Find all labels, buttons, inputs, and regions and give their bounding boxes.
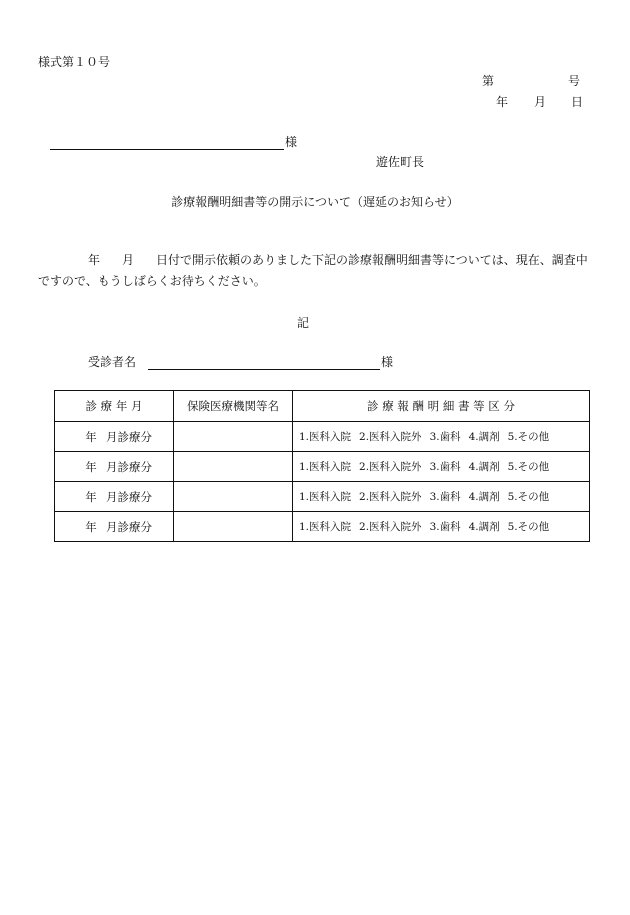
form-number: 様式第１０号 [38, 55, 111, 69]
institution-cell [174, 452, 293, 482]
category-option: 3.歯科 [429, 491, 461, 503]
ki-heading: 記 [296, 316, 309, 330]
category-cell [293, 482, 590, 512]
addressee-name-line [50, 135, 284, 150]
claims-table [54, 390, 590, 542]
category-option: 3.歯科 [429, 461, 461, 473]
category-option: 4.調剤 [468, 491, 500, 503]
treatment-period-cell [55, 512, 174, 542]
date-year: 年 [496, 95, 509, 109]
category-cell [293, 512, 590, 542]
body-message: 日付で開示依頼のありました下記の診療報酬明細書等については、現在、調査中ですので、もうしばらくお待ちください。 [38, 253, 588, 288]
category-option: 2.医科入院外 [359, 461, 422, 473]
document-number-prefix: 第 [482, 74, 495, 88]
body-year: 年 [88, 253, 101, 267]
category-option: 2.医科入院外 [359, 431, 422, 443]
category-option: 4.調剤 [468, 431, 500, 443]
treatment-period-cell [55, 482, 174, 512]
table-row [55, 512, 590, 542]
category-option: 5.その他 [507, 521, 550, 533]
category-option: 5.その他 [507, 461, 550, 473]
category-option: 2.医科入院外 [359, 491, 422, 503]
header-institution: 保険医療機関等名 [174, 391, 293, 422]
period-year: 年 [85, 429, 97, 444]
body-month: 月 [122, 253, 135, 267]
table-header-row [55, 391, 590, 422]
addressee-honorific: 様 [285, 135, 298, 149]
date-day: 日 [571, 95, 584, 109]
table-row [55, 482, 590, 512]
issuer: 遊佐町長 [376, 155, 425, 169]
table-row [55, 422, 590, 452]
category-option: 4.調剤 [468, 521, 500, 533]
period-year: 年 [85, 489, 97, 504]
header-statement-category: 診 療 報 酬 明 細 書 等 区 分 [293, 391, 590, 422]
category-option: 4.調剤 [468, 461, 500, 473]
document-number [482, 72, 581, 89]
header-treatment-period: 診 療 年 月 [55, 391, 174, 422]
category-option: 5.その他 [507, 431, 550, 443]
table-row [55, 452, 590, 482]
category-cell [293, 422, 590, 452]
document-number-suffix: 号 [568, 74, 581, 88]
category-option: 5.その他 [507, 491, 550, 503]
patient-name-line [148, 355, 380, 370]
category-option: 1.医科入院 [299, 491, 352, 503]
date-month: 月 [534, 95, 547, 109]
period-month: 月診療分 [106, 459, 152, 474]
period-year: 年 [85, 519, 97, 534]
category-option: 3.歯科 [429, 431, 461, 443]
body-text [38, 250, 593, 292]
category-option: 2.医科入院外 [359, 521, 422, 533]
patient-label: 受診者名 [88, 355, 137, 369]
treatment-period-cell [55, 422, 174, 452]
category-option: 1.医科入院 [299, 461, 352, 473]
document-title: 診療報酬明細書等の開示について（遅延のお知らせ） [171, 195, 459, 209]
institution-cell [174, 422, 293, 452]
period-month: 月診療分 [106, 519, 152, 534]
period-month: 月診療分 [106, 429, 152, 444]
institution-cell [174, 482, 293, 512]
addressee [50, 133, 297, 150]
category-option: 1.医科入院 [299, 431, 352, 443]
category-cell [293, 452, 590, 482]
institution-cell [174, 512, 293, 542]
treatment-period-cell [55, 452, 174, 482]
patient-honorific: 様 [381, 355, 394, 369]
category-option: 1.医科入院 [299, 521, 352, 533]
period-month: 月診療分 [106, 489, 152, 504]
category-option: 3.歯科 [429, 521, 461, 533]
period-year: 年 [85, 459, 97, 474]
patient-name-row [88, 353, 393, 370]
